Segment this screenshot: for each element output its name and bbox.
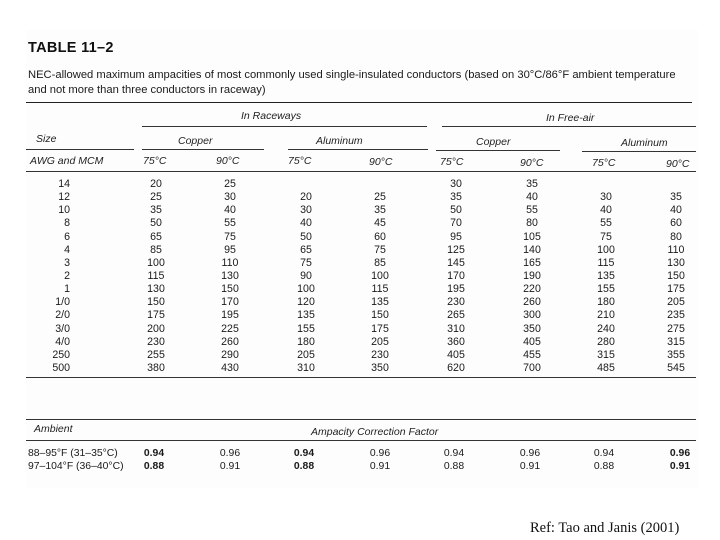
table-cell: 485 bbox=[597, 361, 615, 374]
raceway-cu-90-column bbox=[212, 178, 248, 375]
table-cell: 165 bbox=[523, 256, 541, 269]
table-cell: 150 bbox=[667, 269, 685, 282]
table-cell: 235 bbox=[667, 309, 685, 322]
raceway-cu-75-column bbox=[138, 178, 174, 375]
correction-cell: 0.94 bbox=[293, 448, 315, 459]
in-raceways-header: In Raceways bbox=[241, 110, 302, 122]
table-cell: 35 bbox=[150, 204, 162, 217]
table-cell: 85 bbox=[374, 256, 386, 269]
table-cell: 55 bbox=[600, 217, 612, 230]
table-cell: 455 bbox=[523, 348, 541, 361]
table-cell: 180 bbox=[597, 296, 615, 309]
correction-cell: 0.96 bbox=[369, 448, 391, 459]
table-cell: 230 bbox=[147, 335, 165, 348]
table-cell: 315 bbox=[597, 348, 615, 361]
table-cell: 30 bbox=[300, 204, 312, 217]
table-cell: 75 bbox=[300, 256, 312, 269]
raceway-al-75-column bbox=[288, 178, 324, 375]
table-cell: 195 bbox=[447, 283, 465, 296]
table-cell: 35 bbox=[526, 178, 538, 190]
table-cell: 135 bbox=[297, 309, 315, 322]
table-cell: 405 bbox=[523, 335, 541, 348]
table-cell: 100 bbox=[147, 256, 165, 269]
scanned-table bbox=[26, 30, 698, 488]
table-cell: 150 bbox=[371, 309, 389, 322]
table-cell: 170 bbox=[447, 269, 465, 282]
correction-range-1: 88–95°F (31–35°C) bbox=[28, 448, 118, 459]
table-cell: 70 bbox=[450, 217, 462, 230]
table-cell bbox=[362, 178, 398, 191]
table-cell: 40 bbox=[600, 204, 612, 217]
table-cell: 500 bbox=[52, 361, 70, 374]
table-cell: 155 bbox=[297, 322, 315, 335]
table-cell: 145 bbox=[447, 256, 465, 269]
raceways-rule bbox=[142, 126, 427, 127]
table-cell: 6 bbox=[64, 230, 70, 243]
table-cell: 40 bbox=[300, 217, 312, 230]
table-cell: 1/0 bbox=[55, 296, 70, 309]
table-cell: 230 bbox=[371, 348, 389, 361]
table-cell: 110 bbox=[221, 256, 239, 269]
table-cell: 2 bbox=[64, 269, 70, 282]
correction-cell: 0.94 bbox=[593, 448, 615, 459]
table-cell: 150 bbox=[221, 283, 239, 296]
table-cell: 260 bbox=[523, 296, 541, 309]
table-cell: 110 bbox=[667, 243, 685, 256]
table-cell: 170 bbox=[221, 296, 239, 309]
freeair-cu-90-column bbox=[514, 178, 550, 375]
table-cell: 175 bbox=[147, 309, 165, 322]
table-cell: 175 bbox=[667, 283, 685, 296]
table-cell: 4 bbox=[64, 243, 70, 256]
table-cell: 350 bbox=[523, 322, 541, 335]
correction-cell: 0.94 bbox=[443, 448, 465, 459]
correction-top-rule bbox=[26, 419, 696, 420]
table-cell: 8 bbox=[64, 217, 70, 230]
table-caption: NEC-allowed maximum ampacities of most commonly used single-insulated conductors (based on 30°C/86°F ambient temperature and not more than three conductors in raceway) bbox=[28, 69, 676, 96]
correction-cell: 0.96 bbox=[669, 448, 691, 459]
freeair-aluminum-header: Aluminum bbox=[621, 137, 668, 149]
table-cell: 35 bbox=[670, 191, 682, 204]
table-cell: 1 bbox=[64, 283, 70, 296]
freeair-cu-75-column bbox=[438, 178, 474, 375]
correction-header-rule bbox=[26, 440, 696, 441]
table-cell: 80 bbox=[526, 217, 538, 230]
table-cell: 45 bbox=[374, 217, 386, 230]
freeair-al-75-header: 75°C bbox=[592, 157, 616, 169]
table-cell: 180 bbox=[297, 335, 315, 348]
table-cell: 280 bbox=[597, 335, 615, 348]
raceway-cu-90-header: 90°C bbox=[216, 155, 240, 167]
header-bottom-rule bbox=[26, 171, 696, 172]
table-cell: 190 bbox=[523, 269, 541, 282]
raceway-al-75-header: 75°C bbox=[288, 155, 312, 167]
table-cell: 115 bbox=[597, 256, 615, 269]
table-cell: 315 bbox=[667, 335, 685, 348]
table-cell bbox=[588, 178, 624, 191]
freeair-copper-header: Copper bbox=[476, 136, 511, 148]
table-cell: 310 bbox=[297, 361, 315, 374]
table-cell: 225 bbox=[221, 322, 239, 335]
table-cell: 65 bbox=[300, 243, 312, 256]
size-column bbox=[34, 178, 70, 375]
freeair-al-90-header: 90°C bbox=[666, 158, 690, 170]
correction-cell: 0.91 bbox=[219, 461, 241, 472]
table-cell: 100 bbox=[597, 243, 615, 256]
correction-cell: 0.91 bbox=[519, 461, 541, 472]
table-cell: 255 bbox=[147, 348, 165, 361]
table-cell bbox=[288, 178, 324, 191]
body-bottom-rule bbox=[26, 377, 696, 378]
raceway-copper-rule bbox=[142, 149, 264, 150]
correction-cell: 0.94 bbox=[143, 448, 165, 459]
freeair-cu-75-header: 75°C bbox=[440, 156, 464, 168]
table-label: TABLE 11–2 bbox=[28, 40, 114, 56]
table-cell: 25 bbox=[224, 178, 236, 190]
table-cell: 545 bbox=[667, 361, 685, 374]
table-cell: 125 bbox=[447, 243, 465, 256]
freeair-al-90-column bbox=[658, 178, 694, 375]
freeair-aluminum-rule bbox=[582, 151, 696, 152]
table-cell: 350 bbox=[371, 361, 389, 374]
table-cell: 290 bbox=[221, 348, 239, 361]
table-cell: 35 bbox=[374, 204, 386, 217]
table-cell: 95 bbox=[224, 243, 236, 256]
reference-note: Ref: Tao and Janis (2001) bbox=[530, 520, 680, 536]
table-cell: 130 bbox=[667, 256, 685, 269]
table-cell: 50 bbox=[150, 217, 162, 230]
table-cell: 405 bbox=[447, 348, 465, 361]
table-cell: 3/0 bbox=[55, 322, 70, 335]
size-unit-header: AWG and MCM bbox=[30, 155, 104, 167]
table-cell: 25 bbox=[374, 191, 386, 204]
correction-cell: 0.88 bbox=[593, 461, 615, 472]
table-cell: 50 bbox=[300, 230, 312, 243]
in-free-air-header: In Free-air bbox=[546, 112, 595, 124]
table-cell: 355 bbox=[667, 348, 685, 361]
ambient-label: Ambient bbox=[34, 423, 73, 435]
table-cell: 105 bbox=[523, 230, 541, 243]
table-cell: 300 bbox=[523, 309, 541, 322]
table-cell: 205 bbox=[667, 296, 685, 309]
correction-cell: 0.96 bbox=[519, 448, 541, 459]
correction-title: Ampacity Correction Factor bbox=[311, 426, 439, 438]
table-cell: 20 bbox=[150, 178, 162, 190]
table-cell: 120 bbox=[297, 296, 315, 309]
table-cell: 10 bbox=[58, 204, 70, 217]
table-cell: 205 bbox=[371, 335, 389, 348]
table-cell: 700 bbox=[523, 361, 541, 374]
table-cell: 20 bbox=[300, 191, 312, 204]
table-cell: 135 bbox=[371, 296, 389, 309]
table-cell: 50 bbox=[450, 204, 462, 217]
freeair-al-75-column bbox=[588, 178, 624, 375]
raceway-aluminum-header: Aluminum bbox=[316, 135, 363, 147]
table-cell: 4/0 bbox=[55, 335, 70, 348]
table-cell: 175 bbox=[371, 322, 389, 335]
table-cell: 265 bbox=[447, 309, 465, 322]
table-cell: 115 bbox=[147, 269, 165, 282]
correction-cell: 0.88 bbox=[443, 461, 465, 472]
correction-cell: 0.88 bbox=[143, 461, 165, 472]
table-cell: 100 bbox=[371, 269, 389, 282]
table-cell: 3 bbox=[64, 256, 70, 269]
table-cell: 220 bbox=[523, 283, 541, 296]
table-cell: 130 bbox=[221, 269, 239, 282]
table-cell: 25 bbox=[150, 191, 162, 204]
table-cell: 205 bbox=[297, 348, 315, 361]
table-cell: 65 bbox=[150, 230, 162, 243]
correction-cell: 0.91 bbox=[669, 461, 691, 472]
table-cell: 55 bbox=[526, 204, 538, 217]
table-cell: 35 bbox=[450, 191, 462, 204]
table-cell: 55 bbox=[224, 217, 236, 230]
size-rule bbox=[26, 149, 134, 150]
table-cell: 240 bbox=[597, 322, 615, 335]
table-cell: 40 bbox=[526, 191, 538, 204]
table-cell: 30 bbox=[450, 178, 462, 190]
table-cell: 260 bbox=[221, 335, 239, 348]
table-cell: 250 bbox=[52, 348, 70, 361]
correction-cell: 0.91 bbox=[369, 461, 391, 472]
table-cell: 210 bbox=[597, 309, 615, 322]
table-cell: 620 bbox=[447, 361, 465, 374]
table-cell: 40 bbox=[670, 204, 682, 217]
table-cell: 85 bbox=[150, 243, 162, 256]
table-cell: 275 bbox=[667, 322, 685, 335]
table-cell: 360 bbox=[447, 335, 465, 348]
correction-cell: 0.96 bbox=[219, 448, 241, 459]
table-cell: 140 bbox=[523, 243, 541, 256]
table-cell: 195 bbox=[221, 309, 239, 322]
correction-range-2: 97–104°F (36–40°C) bbox=[28, 461, 124, 472]
table-cell: 75 bbox=[600, 230, 612, 243]
table-cell: 80 bbox=[670, 230, 682, 243]
raceway-al-90-header: 90°C bbox=[369, 156, 393, 168]
table-cell: 2/0 bbox=[55, 309, 70, 322]
table-cell: 380 bbox=[147, 361, 165, 374]
table-cell: 150 bbox=[147, 296, 165, 309]
raceway-cu-75-header: 75°C bbox=[143, 155, 167, 167]
free-air-rule bbox=[442, 126, 696, 127]
table-cell: 310 bbox=[447, 322, 465, 335]
table-cell: 200 bbox=[147, 322, 165, 335]
table-cell bbox=[658, 178, 694, 191]
caption-rule bbox=[26, 102, 692, 103]
table-cell: 155 bbox=[597, 283, 615, 296]
table-cell: 60 bbox=[374, 230, 386, 243]
raceway-al-90-column bbox=[362, 178, 398, 375]
freeair-cu-90-header: 90°C bbox=[520, 157, 544, 169]
table-cell: 230 bbox=[447, 296, 465, 309]
table-cell: 115 bbox=[371, 283, 389, 296]
table-cell: 40 bbox=[224, 204, 236, 217]
table-cell: 60 bbox=[670, 217, 682, 230]
table-cell: 135 bbox=[597, 269, 615, 282]
table-cell: 75 bbox=[374, 243, 386, 256]
freeair-copper-rule bbox=[436, 150, 560, 151]
table-cell: 14 bbox=[58, 178, 70, 190]
raceway-copper-header: Copper bbox=[178, 135, 213, 147]
table-cell: 95 bbox=[450, 230, 462, 243]
table-cell: 12 bbox=[58, 191, 70, 204]
correction-cell: 0.88 bbox=[293, 461, 315, 472]
table-cell: 430 bbox=[221, 361, 239, 374]
table-cell: 90 bbox=[300, 269, 312, 282]
size-header: Size bbox=[36, 133, 57, 145]
table-cell: 30 bbox=[224, 191, 236, 204]
raceway-aluminum-rule bbox=[288, 149, 428, 150]
table-cell: 100 bbox=[297, 283, 315, 296]
table-cell: 130 bbox=[147, 283, 165, 296]
table-cell: 30 bbox=[600, 191, 612, 204]
table-cell: 75 bbox=[224, 230, 236, 243]
